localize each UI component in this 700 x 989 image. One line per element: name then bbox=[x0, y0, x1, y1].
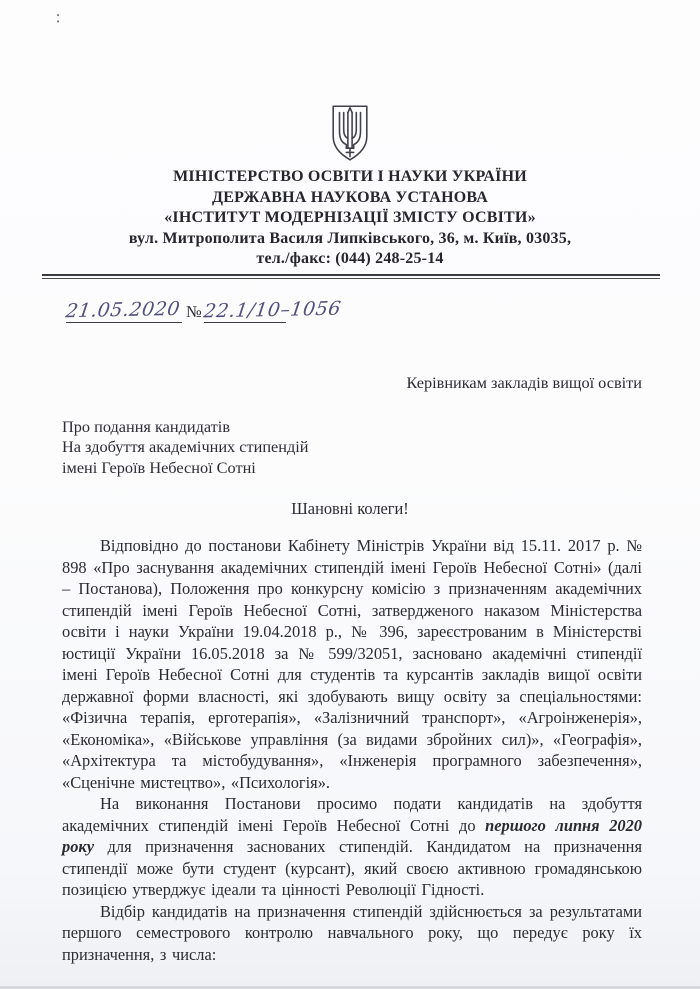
date-field bbox=[66, 299, 182, 323]
reference-row bbox=[66, 289, 700, 323]
institution-type-line: ДЕРЖАВНА НАУКОВА УСТАНОВА bbox=[212, 188, 488, 206]
institute-name-line: «ІНСТИТУТ МОДЕРНІЗАЦІЇ ЗМІСТУ ОСВІТИ» bbox=[164, 209, 536, 226]
paragraph-request bbox=[62, 793, 642, 901]
letter-body bbox=[62, 535, 642, 965]
emblem-container bbox=[0, 0, 700, 162]
paragraph-selection-criteria: Відбір кандидатів на призначення стипендій здійснюється за результатами першого семестрового контролю навчального року, що передує року їх призначення, з числа: bbox=[62, 901, 642, 964]
number-sign: № bbox=[186, 301, 202, 321]
address-line: вул. Митрополита Василя Липківського, 36, м. Київ, 03035, bbox=[128, 229, 572, 247]
subject-block bbox=[62, 417, 700, 479]
request-text-after: для призначення заснованих стипендій. Кандидатом на призначення стипендії може бути студент (курсант), який своєю активною громадянською позицією утверджує ідеали та цінності Революції Гідності. bbox=[62, 837, 642, 899]
request-text-before: На виконання Постанови просимо подати кандидатів на здобуття академічних стипендій імені Героїв Небесної Сотні до bbox=[62, 794, 642, 835]
paragraph-legal-basis: Відповідно до постанови Кабінету Міністрів України від 15.11. 2017 р. № 898 «Про заснування академічних стипендій імені Героїв Небесної Сотні» (далі – Постанова), Положення про конкурсну комісію з призначенням академічних стипендій імені Героїв Небесної Сотні, затвердженого наказом Міністерства освіти і науки України 19.04.2018 р., № 396, зареєстрованим в Міністерстві юстиції України 16.05.2018 за № 599/32051, засновано академічні стипендії імені Героїв Небесної Сотні для студентів та курсантів закладів вищої освіти державної форми власності, які здобувають вищу освіту за спеціальностями: «Фізична терапія, ерготерапія», «Залізничний транспорт», «Агроінженерія», «Економіка», «Військове управління (за видами збройних сил)», «Географія», «Архітектура та містобудування», «Інженерія програмного забезпечення», «Сценічне мистецтво», «Психологія». bbox=[62, 536, 642, 792]
addressee-line: Керівникам закладів вищої освіти bbox=[406, 372, 642, 392]
handwritten-date: 21.05.2020 bbox=[64, 297, 182, 322]
subject-line: імені Героїв Небесної Сотні bbox=[62, 457, 256, 477]
subject-line: Про подання кандидатів bbox=[62, 416, 231, 436]
subject-line: На здобуття академічних стипендій bbox=[62, 437, 309, 456]
phone-fax-line: тел./факс: (044) 248-25-14 bbox=[256, 250, 444, 267]
ministry-name-line: МІНІСТЕРСТВО ОСВІТИ І НАУКИ УКРАЇНИ bbox=[173, 168, 527, 185]
salutation-line: Шановні колеги! bbox=[291, 499, 409, 518]
deadline-emphasis: першого липня 2020 року bbox=[62, 815, 642, 856]
letterhead-org-block bbox=[0, 167, 700, 270]
scan-corner-mark: : bbox=[56, 8, 61, 28]
letterhead-divider-rule bbox=[42, 274, 660, 279]
outgoing-number-field bbox=[202, 297, 343, 323]
handwritten-number: 22.1/10–1056 bbox=[202, 297, 343, 322]
ukraine-trident-emblem-icon bbox=[329, 104, 371, 162]
